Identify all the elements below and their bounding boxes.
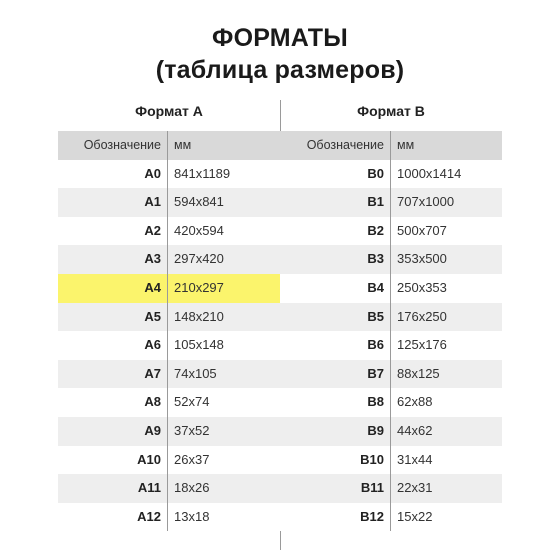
format-size: 105x148 (174, 337, 224, 353)
format-b-header-code: Обозначение (306, 138, 384, 152)
format-code: A3 (144, 251, 161, 267)
format-b-header-size: мм (397, 138, 415, 152)
format-size: 1000x1414 (397, 165, 462, 181)
format-b-title: Формат В (357, 103, 425, 119)
format-size: 148x210 (174, 308, 224, 324)
format-size: 88x125 (397, 365, 440, 381)
cell-separator (167, 503, 168, 532)
cell-separator (390, 217, 391, 246)
table-row (280, 503, 502, 532)
format-code: A5 (144, 308, 161, 324)
format-size: 250x353 (397, 279, 447, 295)
format-a-header-size: мм (174, 138, 192, 152)
table-row (280, 160, 502, 189)
format-size: 353x500 (397, 251, 447, 267)
format-size: 31x44 (397, 451, 433, 467)
format-size: 500x707 (397, 222, 447, 238)
format-code: B11 (360, 480, 384, 496)
format-code: A1 (144, 194, 161, 210)
format-code: A8 (144, 394, 161, 410)
cell-separator (390, 274, 391, 303)
format-a-title: Формат А (135, 103, 203, 119)
table-row (58, 388, 280, 417)
cell-separator (390, 331, 391, 360)
cell-separator (167, 446, 168, 475)
table-row (280, 474, 502, 503)
format-code: B2 (367, 222, 384, 238)
cell-separator (167, 131, 168, 160)
format-a-header-code: Обозначение (83, 138, 161, 152)
table-row (58, 303, 280, 332)
table-row (58, 188, 280, 217)
cell-separator (390, 245, 391, 274)
cell-separator (390, 388, 391, 417)
format-code: B7 (367, 365, 384, 381)
format-code: A9 (144, 422, 161, 438)
table-row (280, 388, 502, 417)
format-code: A7 (144, 365, 161, 381)
cell-separator (390, 503, 391, 532)
format-code: A12 (137, 508, 161, 524)
cell-separator (167, 303, 168, 332)
cell-separator (167, 245, 168, 274)
cell-separator (167, 388, 168, 417)
format-code: B0 (367, 165, 384, 181)
format-size: 210x297 (174, 279, 224, 295)
format-code: A4 (144, 279, 161, 295)
format-code: B3 (367, 251, 384, 267)
format-b-rows (280, 131, 502, 531)
table-row (58, 331, 280, 360)
cell-separator (167, 417, 168, 446)
cell-separator (167, 474, 168, 503)
table-row (58, 274, 280, 303)
table-row (58, 245, 280, 274)
format-size: 841x1189 (174, 165, 231, 181)
format-code: B6 (367, 337, 384, 353)
table-row (280, 188, 502, 217)
table-row (58, 417, 280, 446)
table-row (280, 446, 502, 475)
format-code: A2 (144, 222, 161, 238)
table-row (58, 160, 280, 189)
format-code: B9 (367, 422, 384, 438)
format-code: B10 (360, 451, 384, 467)
cell-separator (390, 303, 391, 332)
format-size: 594x841 (174, 194, 224, 210)
cell-separator (167, 331, 168, 360)
format-a-header-row (58, 131, 280, 160)
cell-separator (167, 360, 168, 389)
format-b-header-row (280, 131, 502, 160)
cell-separator (167, 160, 168, 189)
format-size: 297x420 (174, 251, 224, 267)
table-row (58, 217, 280, 246)
format-size: 74x105 (174, 365, 217, 381)
format-code: B1 (367, 194, 384, 210)
format-size: 62x88 (397, 394, 433, 410)
format-size: 18x26 (174, 480, 210, 496)
format-size: 125x176 (397, 337, 447, 353)
format-size: 44x62 (397, 422, 433, 438)
table-row (280, 331, 502, 360)
cell-separator (167, 188, 168, 217)
table-row (280, 417, 502, 446)
format-size: 15x22 (397, 508, 433, 524)
format-code: B4 (367, 279, 384, 295)
format-size: 52x74 (174, 394, 210, 410)
cell-separator (390, 474, 391, 503)
format-code: A10 (137, 451, 161, 467)
table-row (280, 360, 502, 389)
format-code: A11 (137, 480, 161, 496)
format-code: B12 (360, 508, 384, 524)
format-size: 176x250 (397, 308, 447, 324)
cell-separator (390, 417, 391, 446)
format-code: B8 (367, 394, 384, 410)
table-row (280, 303, 502, 332)
table-row (58, 474, 280, 503)
cell-separator (390, 446, 391, 475)
format-a-rows (58, 131, 280, 531)
format-size: 37x52 (174, 422, 210, 438)
table-row (280, 274, 502, 303)
page-title: ФОРМАТЫ (212, 24, 348, 52)
format-size: 22x31 (397, 480, 433, 496)
format-code: A0 (144, 165, 161, 181)
table-row (58, 446, 280, 475)
table-row (58, 503, 280, 532)
format-size: 26x37 (174, 451, 210, 467)
format-code: A6 (144, 337, 161, 353)
cell-separator (167, 274, 168, 303)
page-subtitle: (таблица размеров) (155, 56, 405, 84)
format-size: 13x18 (174, 508, 210, 524)
table-row (280, 245, 502, 274)
cell-separator (390, 160, 391, 189)
format-size: 420x594 (174, 222, 224, 238)
cell-separator (390, 360, 391, 389)
cell-separator (167, 217, 168, 246)
format-size: 707x1000 (397, 194, 455, 210)
cell-separator (390, 188, 391, 217)
table-row (280, 217, 502, 246)
cell-separator (390, 131, 391, 160)
format-code: B5 (367, 308, 384, 324)
table-row (58, 360, 280, 389)
